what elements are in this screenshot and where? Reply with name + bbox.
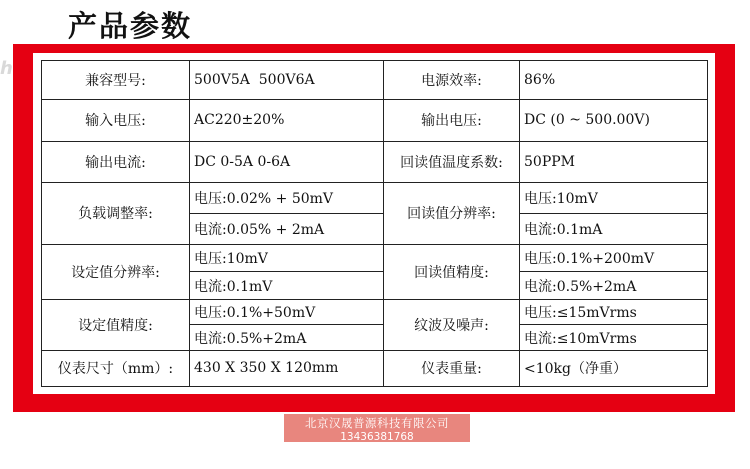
company-name: 北京汉晟普源科技有限公司 [305, 416, 449, 430]
spec-label: 回读值分辨率: [384, 183, 520, 245]
company-banner [284, 414, 470, 442]
spec-value: 电流:≤10mVrms [520, 325, 708, 350]
spec-label: 输出电压: [384, 100, 520, 141]
spec-value: 430 X 350 X 120mm [190, 350, 384, 386]
spec-label: 兼容型号: [42, 61, 190, 100]
spec-label: 输出电流: [42, 141, 190, 182]
company-phone: 13436381768 [340, 431, 414, 443]
spec-value: 电压:0.1%+50mV [190, 299, 384, 324]
spec-label: 设定值分辨率: [42, 244, 190, 299]
watermark: h [0, 58, 13, 79]
spec-value: 电压:0.1%+200mV [520, 244, 708, 272]
spec-value: 电压:10mV [520, 183, 708, 214]
spec-label: 仪表重量: [384, 350, 520, 386]
spec-label: 电源效率: [384, 61, 520, 100]
table-row [42, 61, 708, 100]
table-row [42, 141, 708, 182]
table-row [42, 350, 708, 386]
spec-value: 电流:0.1mV [190, 272, 384, 300]
spec-value: 50PPM [520, 141, 708, 182]
spec-value: 电压:0.02% + 50mV [190, 183, 384, 214]
spec-label: 回读值温度系数: [384, 141, 520, 182]
spec-value: DC 0-5A 0-6A [190, 141, 384, 182]
spec-value: AC220±20% [190, 100, 384, 141]
spec-label: 输入电压: [42, 100, 190, 141]
spec-value: 电流:0.5%+2mA [520, 272, 708, 300]
spec-value: DC (0 ~ 500.00V) [520, 100, 708, 141]
spec-label: 纹波及噪声: [384, 299, 520, 350]
table-row [42, 183, 708, 214]
spec-table [41, 60, 708, 387]
spec-value: <10kg（净重） [520, 350, 708, 386]
spec-label: 仪表尺寸（mm）: [42, 350, 190, 386]
spec-value: 电流:0.05% + 2mA [190, 213, 384, 244]
spec-value: 86% [520, 61, 708, 100]
page-title: 产品参数 [68, 9, 193, 43]
footer [0, 412, 750, 469]
spec-label: 设定值精度: [42, 299, 190, 350]
spec-frame [13, 44, 735, 412]
spec-label: 回读值精度: [384, 244, 520, 299]
spec-value: 500V5A 500V6A [190, 61, 384, 100]
spec-value: 电流:0.5%+2mA [190, 325, 384, 350]
spec-label: 负载调整率: [42, 183, 190, 245]
spec-value: 电压:≤15mVrms [520, 299, 708, 324]
table-row [42, 244, 708, 272]
table-row [42, 299, 708, 324]
spec-value: 电流:0.1mA [520, 213, 708, 244]
spec-panel [33, 53, 715, 394]
spec-value: 电压:10mV [190, 244, 384, 272]
table-row [42, 100, 708, 141]
